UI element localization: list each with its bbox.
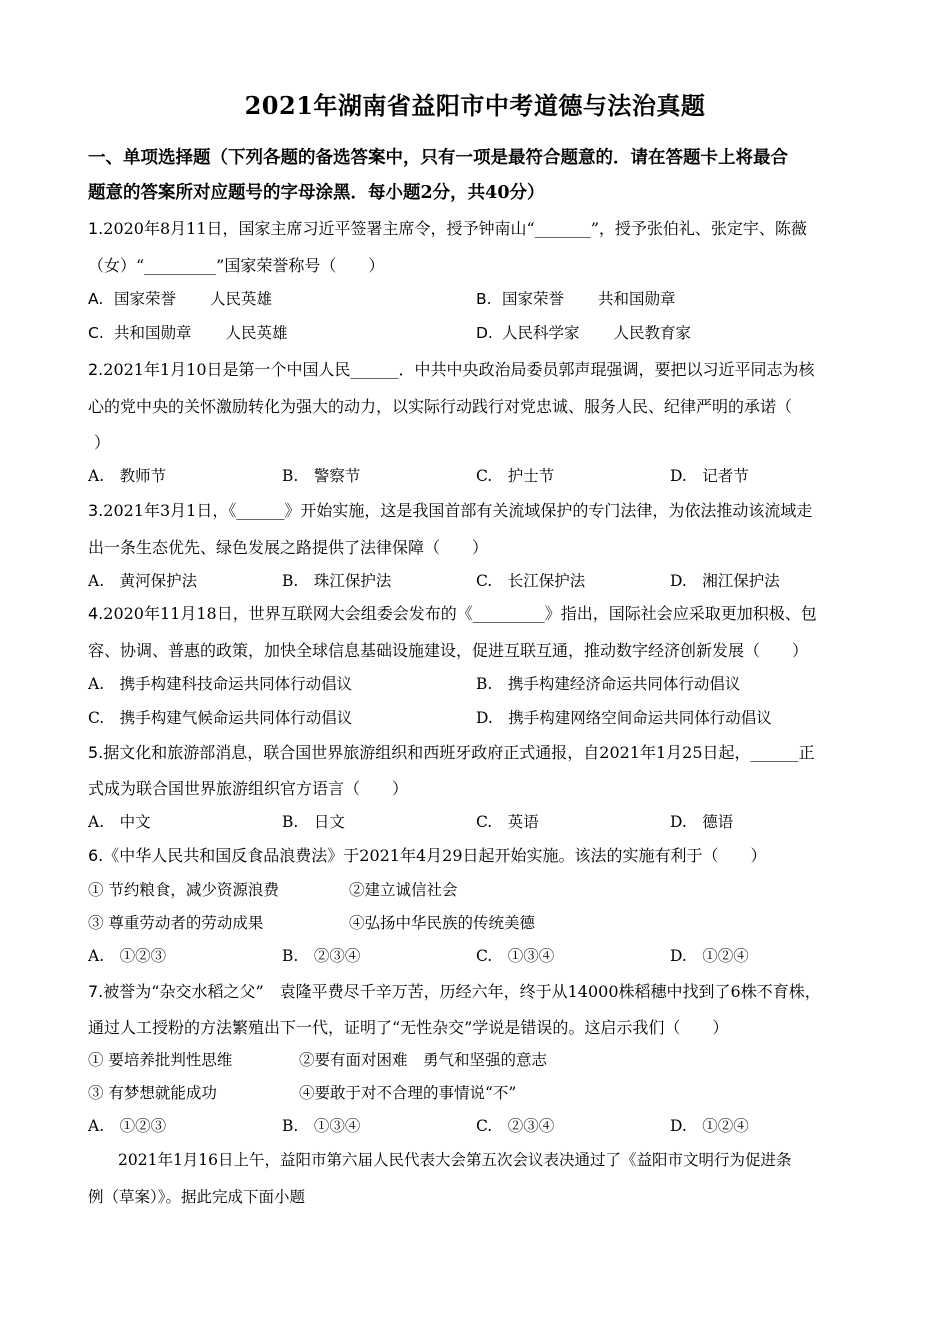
question-7-line-1: 7.被誉为“杂交水稻之父” 袁隆平费尽千辛万苦，历经六年，终于从14000株稻穗中找到了6株不育株， [88, 982, 821, 1001]
question-5-option-a: A. 中文 [88, 813, 151, 831]
question-3-option-a: A. 黄河保护法 [88, 572, 198, 590]
question-2-line-2: 心的党中央的关怀激励转化为强大的动力，以实际行动践行对党忠诚、服务人民、纪律严明的承诺（ [88, 397, 793, 416]
question-6-statement-3: ③ 尊重劳动者的劳动成果 [88, 914, 264, 932]
question-6-statement-2: ②建立诚信社会 [349, 881, 458, 899]
question-1-option-c: C. 共和国勋章 人民英雄 [88, 324, 288, 342]
question-5-number: 5. [88, 743, 104, 762]
question-6-number: 6. [88, 846, 104, 865]
question-5-option-d: D. 德语 [670, 813, 734, 831]
question-7-option-a: A. ①②③ [88, 1117, 167, 1135]
passage-intro-line-2: 例（草案）》。据此完成下面小题 [88, 1188, 306, 1206]
question-1-line-2: （女）“_________”国家荣誉称号（ ） [88, 256, 385, 275]
question-2-option-a: A. 教师节 [88, 467, 167, 485]
question-5-option-b: B. 日文 [282, 813, 345, 831]
page-title: 2021年湖南省益阳市中考道德与法治真题 [244, 91, 706, 120]
question-2-line-1: 2.2021年1月10日是第一个中国人民______．中共中央政治局委员郭声琨强调，要把以习近平同志为核 [88, 360, 815, 379]
question-7-statement-3: ③ 有梦想就能成功 [88, 1084, 217, 1102]
passage-intro-line-1: 2021年1月16日上午，益阳市第六届人民代表大会第五次会议表决通过了《益阳市文明行为促进条 [118, 1151, 792, 1169]
question-6-statement-4: ④弘扬中华民族的传统美德 [349, 914, 536, 932]
question-1-option-a: A. 国家荣誉 人民英雄 [88, 290, 273, 308]
question-7-statement-2: ②要有面对困难 勇气和坚强的意志 [299, 1051, 548, 1069]
question-2-number: 2. [88, 360, 104, 379]
question-1-line-1: 1.2020年8月11日，国家主席习近平签署主席令，授予钟南山“_______”，授予张伯礼、张定宇、陈薇 [88, 219, 807, 238]
question-3-number: 3. [88, 501, 104, 520]
question-3-option-c: C. 长江保护法 [476, 572, 586, 590]
question-3-option-d: D. 湘江保护法 [670, 572, 780, 590]
question-4-line-2: 容、协调、普惠的政策，加快全球信息基础设施建设，促进互联互通，推动数字经济创新发展（ ） [88, 641, 809, 660]
question-5-line-1: 5.据文化和旅游部消息，联合国世界旅游组织和西班牙政府正式通报，自2021年1月25日起，______正 [88, 743, 815, 762]
question-6-statement-1: ① 节约粮食，减少资源浪费 [88, 881, 279, 899]
question-4-line-1: 4.2020年11月18日，世界互联网大会组委会发布的《_________》指出，国际社会应采取更加积极、包 [88, 604, 817, 623]
question-5-option-c: C. 英语 [476, 813, 539, 831]
question-7-number: 7. [88, 982, 104, 1001]
question-6-line-1: 6.《中华人民共和国反食品浪费法》于2021年4月29日起开始实施。该法的实施有利于（ ） [88, 846, 767, 865]
question-1-number: 1. [88, 219, 104, 238]
question-4-option-b: B. 携手构建经济命运共同体行动倡议 [476, 675, 741, 693]
question-3-option-b: B. 珠江保护法 [282, 572, 392, 590]
question-2-option-b: B. 警察节 [282, 467, 361, 485]
question-1-option-b: B. 国家荣誉 共和国勋章 [476, 290, 676, 308]
section-heading-line-1: 一、单项选择题（下列各题的备选答案中，只有一项是最符合题意的．请在答题卡上将最合 [88, 148, 788, 168]
question-1-option-d: D. 人民科学家 人民教育家 [476, 324, 692, 342]
question-3-line-1: 3.2021年3月1日，《______》开始实施，这是我国首部有关流域保护的专门法律，为依法推动该流域走 [88, 501, 813, 520]
question-4-number: 4. [88, 604, 104, 623]
question-3-line-2: 出一条生态优先、绿色发展之路提供了法律保障（ ） [88, 538, 489, 557]
question-2-option-c: C. 护士节 [476, 467, 555, 485]
question-7-statement-4: ④要敢于对不合理的事情说“不” [299, 1084, 517, 1102]
question-4-option-d: D. 携手构建网络空间命运共同体行动倡议 [476, 709, 772, 727]
section-heading-line-2: 题意的答案所对应题号的字母涂黑．每小题2分，共40分） [88, 183, 545, 203]
question-5-line-2: 式成为联合国世界旅游组织官方语言（ ） [88, 779, 409, 798]
question-7-option-b: B. ①③④ [282, 1117, 361, 1135]
question-6-option-a: A. ①②③ [88, 947, 167, 965]
question-7-option-d: D. ①②④ [670, 1117, 749, 1135]
question-7-line-2: 通过人工授粉的方法繁殖出下一代，证明了“无性杂交”学说是错误的。这启示我们（ ） [88, 1018, 729, 1037]
question-7-option-c: C. ②③④ [476, 1117, 555, 1135]
question-4-option-a: A. 携手构建科技命运共同体行动倡议 [88, 675, 353, 693]
question-4-option-c: C. 携手构建气候命运共同体行动倡议 [88, 709, 353, 727]
question-6-option-b: B. ②③④ [282, 947, 361, 965]
question-6-option-c: C. ①③④ [476, 947, 555, 965]
question-7-statement-1: ① 要培养批判性思维 [88, 1051, 233, 1069]
question-2-line-3: ） [94, 433, 111, 452]
question-2-option-d: D. 记者节 [670, 467, 749, 485]
question-6-option-d: D. ①②④ [670, 947, 749, 965]
